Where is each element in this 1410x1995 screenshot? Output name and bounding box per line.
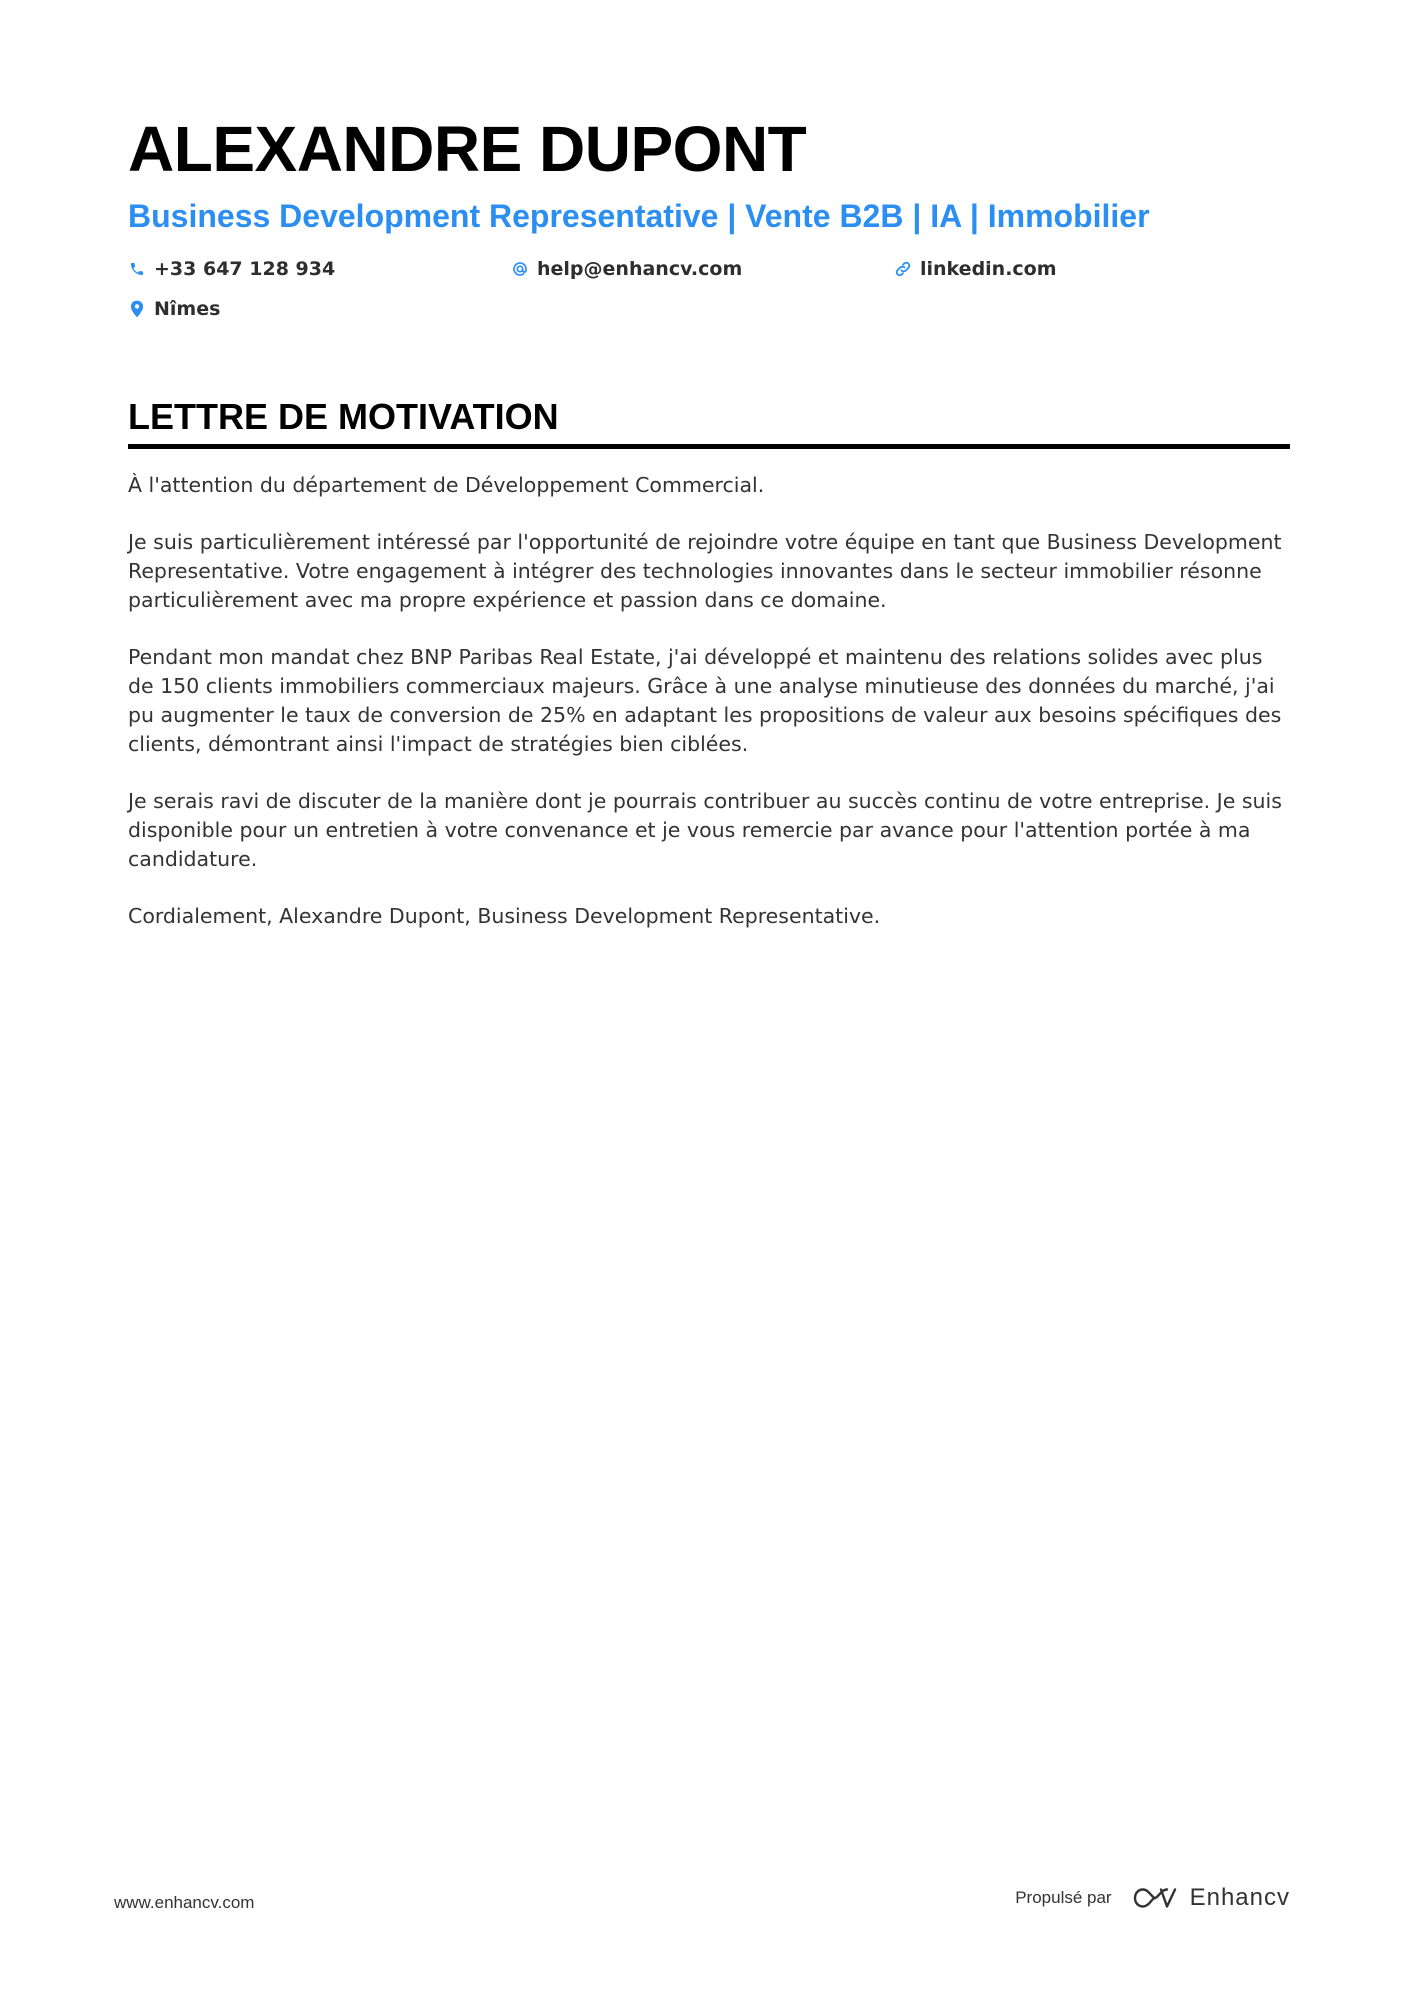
contact-phone — [128, 254, 335, 284]
brand-name: Enhancv — [1189, 1884, 1290, 1911]
linkedin-link[interactable]: linkedin.com — [920, 258, 1057, 280]
contact-email — [511, 254, 742, 284]
headline: Business Development Representative | Vente B2B | IA | Immobilier — [128, 198, 1150, 234]
footer-website[interactable]: www.enhancv.com — [114, 1893, 255, 1912]
letter-greeting: À l'attention du département de Développement Commercial. — [128, 473, 765, 497]
contact-link — [894, 254, 1057, 284]
phone-icon — [128, 260, 146, 278]
email-address[interactable]: help@enhancv.com — [537, 258, 743, 280]
cover-letter-section — [128, 394, 1290, 959]
footer-branding — [1015, 1884, 1290, 1912]
enhancv-brand[interactable] — [1132, 1884, 1290, 1912]
at-icon — [511, 260, 529, 278]
letter-paragraph: Pendant mon mandat chez BNP Paribas Real Estate, j'ai développé et maintenu des relations solides avec plus de 150 clients immobiliers commerciaux majeurs. Grâce à une analyse minutieuse des données du marché, j'ai pu augmenter le taux de conversion de 25% en adaptant les propositions de valeur aux besoins spécifiques des clients, démontrant ainsi l'impact de stratégies bien ciblées. — [128, 645, 1282, 756]
contact-info — [128, 254, 1290, 338]
letter-body — [128, 471, 1290, 931]
enhancv-logo-icon — [1132, 1885, 1178, 1911]
letter-paragraph: Je serais ravi de discuter de la manière dont je pourrais contribuer au succès continu de votre entreprise. Je suis disponible pour un entretien à votre convenance et je vous remercie par avance pour l'attention portée à ma candidature. — [128, 789, 1282, 871]
link-icon — [894, 260, 912, 278]
candidate-name: ALEXANDRE DUPONT — [128, 113, 807, 185]
powered-by-label: Propulsé par — [1015, 1888, 1112, 1907]
phone-number: +33 647 128 934 — [154, 258, 336, 280]
location-pin-icon — [128, 300, 146, 318]
header — [128, 108, 1290, 338]
location-text: Nîmes — [154, 298, 221, 320]
section-title: LETTRE DE MOTIVATION — [128, 394, 1290, 449]
contact-location — [128, 294, 220, 324]
letter-signoff: Cordialement, Alexandre Dupont, Business Development Representative. — [128, 904, 881, 928]
letter-paragraph: Je suis particulièrement intéressé par l'opportunité de rejoindre votre équipe en tant que Business Development Representative. Votre engagement à intégrer des technologies innovantes dans le secteur immobilier résonne particulièrement avec ma propre expérience et passion dans ce domaine. — [128, 530, 1282, 612]
